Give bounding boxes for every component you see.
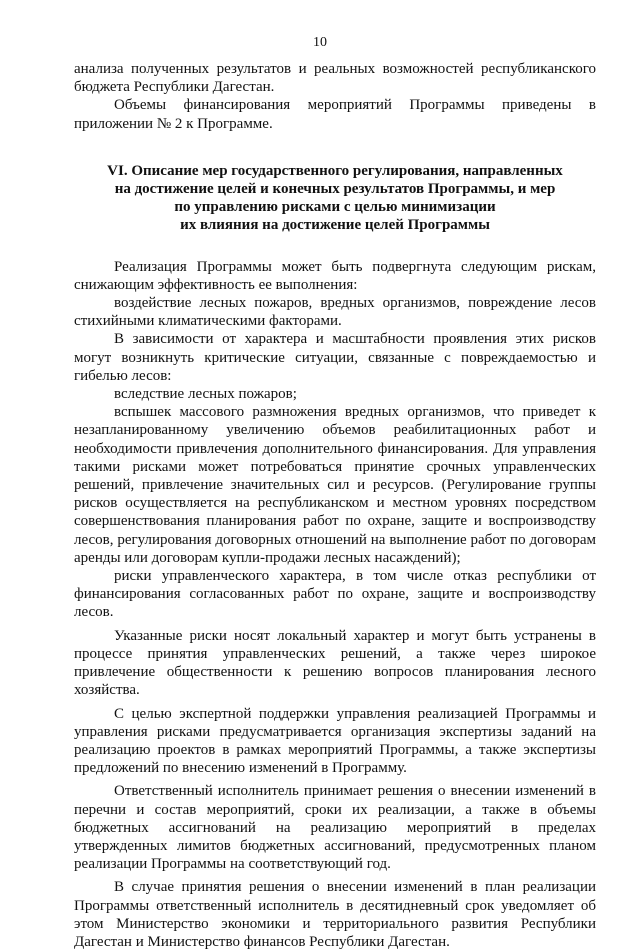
section-heading-line: VI. Описание мер государственного регулирования, направленных xyxy=(107,162,563,179)
section-heading xyxy=(74,162,596,235)
page-number: 10 xyxy=(313,35,327,50)
paragraph-plan-changes: В случае принятия решения о внесении изменений в план реализации Программы ответственный исполнитель в десятидневный срок уведомляет об этом Министерство экономики и территориального развития Республики Дагестан и Министерство финансов Республики Дагестан. xyxy=(74,879,596,950)
paragraph-pests: вспышек массового размножения вредных организмов, что приведет к незапланированному увеличению объемов реабилитационных работ и необходимости привлечения дополнительного финансирования. Для управления такими рисками может потребоваться принятие срочных управленческих решений, привлечение значительных сил и ресурсов. (Регулирование группы рисков осуществляется на республиканском и местном уровнях посредством совершенствования планирования работ по охране, защите и воспроизводству лесов, регулирования договорных отношений на выполнение работ по договорам аренды или договорам купли-продажи лесных насаждений); xyxy=(74,404,596,566)
paragraph-risks-intro: Реализация Программы может быть подвергнута следующим рискам, снижающим эффективность ее выполнения: xyxy=(74,258,596,293)
paragraph-financing: Объемы финансирования мероприятий Программы приведены в приложении № 2 к Программе. xyxy=(74,97,596,132)
paragraph-expert-support: С целью экспертной поддержки управления реализацией Программы и управления рисками предусматривается организация экспертизы заданий на реализацию проектов в рамках мероприятий Программы, а также экспертизы предложений по внесению изменений в Программу. xyxy=(74,705,596,777)
section-heading-line: их влияния на достижение целей Программы xyxy=(180,217,490,234)
paragraph-fires: вследствие лесных пожаров; xyxy=(114,386,297,403)
section-heading-line: на достижение целей и конечных результатов Программы, и мер xyxy=(114,181,556,198)
paragraph-responsible-executor: Ответственный исполнитель принимает решения о внесении изменений в перечни и состав мероприятий, сроки их реализации, а также в объемы бюджетных ассигнований на реализацию мероприятий в пределах утвержденных лимитов бюджетных ассигнований, предусмотренных планом реализации Программы на соответствующий год. xyxy=(74,783,596,873)
paragraph-critical-situations: В зависимости от характера и масштабности проявления этих рисков могут возникнуть критические ситуации, связанные с повреждаемостью и гибелью лесов: xyxy=(74,331,596,384)
paragraph-local-risks: Указанные риски носят локальный характер и могут быть устранены в процессе принятия управленческих решений, а также через широкое привлечение общественности к решению вопросов планирования лесного хозяйства. xyxy=(74,627,596,699)
paragraph-risk-factors: воздействие лесных пожаров, вредных организмов, повреждение лесов стихийными климатическими факторами. xyxy=(74,295,596,330)
document-body xyxy=(74,60,596,951)
paragraph-management-risks: риски управленческого характера, в том числе отказ республики от финансирования согласованных работ по охране, защите и воспроизводству лесов. xyxy=(74,568,596,621)
section-heading-line: по управлению рисками с целью минимизации xyxy=(174,199,496,216)
paragraph-intro-continuation: анализа полученных результатов и реальных возможностей республиканского бюджета Республики Дагестан. xyxy=(74,61,596,96)
